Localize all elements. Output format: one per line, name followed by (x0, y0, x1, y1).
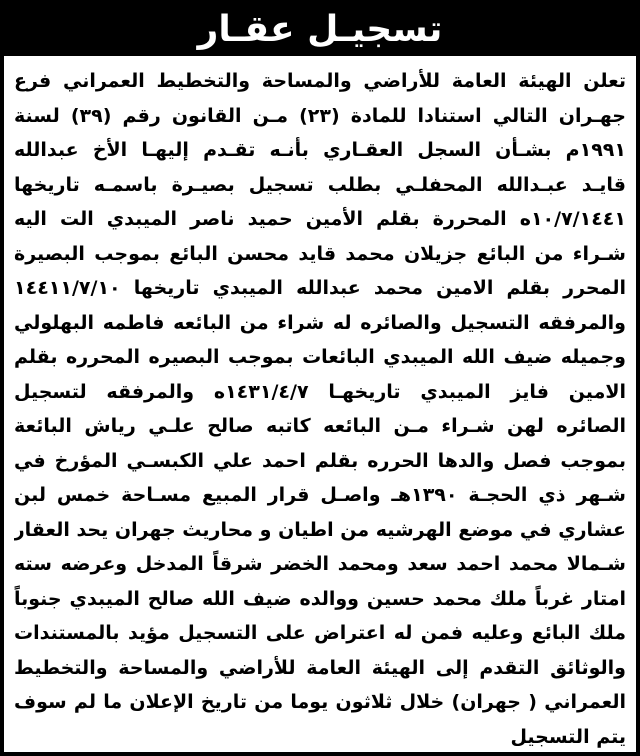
notice-line: الامين فايز الميبدي تاريخهـا ١٤٣١/٤/٧ه والمرفقه لتسجيل (14, 380, 626, 403)
notice-line: المحرر بقلم الامين محمد عبدالله الميبدي تاريخها ١٤٤١١/٧/١٠ (14, 277, 626, 299)
notice-line: وجميله ضيف الله الميبدي البائعات بموجب البصيره المحرره بقلم (14, 346, 626, 368)
notice-line: شـراء من البائع جزيلان محمد قايد محسن البائع بموجب البصيرة (14, 242, 626, 265)
notice-line: عشاري في موضع الهرشيه من اطيان و محاريث جهران يحد العقار (14, 518, 626, 541)
notice-line: العمراني ( جهران) خلال ثلاثون يوما من تاريخ الإعلان ما لم سوف (14, 691, 626, 713)
notice-line: جهـران التالي استنادا للمادة (٢٣) مـن القانون رقم (٣٩) لسنة (14, 104, 626, 127)
notice-line: بموجب فصل والدها الحرره بقلم احمد علي الكبسـي المؤرخ في (14, 449, 626, 472)
notice-line: والوثائق التقدم إلى الهيئة العامة للأراضي والمساحة والتخطيط (14, 656, 626, 679)
notice-line: ملك البائع وعليه فمن له اعتراض على التسجيل مؤيد بالمستندات (14, 622, 626, 644)
notice-line: شـهر ذي الحجـة ١٣٩٠هـ واصـل قرار المبيع مسـاحة خمس لبن (14, 484, 626, 506)
notice-line: والمرفقه التسجيل والصائره له شراء من البائعه فاطمه البهلولي (14, 311, 626, 334)
notice-line: تعلن الهيئة العامة للأراضي والمساحة والتخطيط العمراني فرع (14, 70, 626, 92)
notice-line: شـمالا محمد احمد سعد ومحمد الخضر شرقاً المدخل وعرضه سته (14, 553, 626, 575)
notice-body (14, 64, 626, 754)
notice-line-last: يتم التسجيل (510, 725, 626, 748)
notice-line: الصائره لهن شـراء مـن البائعه كاتبه صالح علـي رياش البائعة (14, 415, 626, 437)
notice-line: قايـد عبـدالله المحفلـي بطلب تسجيل بصيـرة باسمـه تاريخها (14, 173, 626, 196)
notice-line: ١٠/٧/١٤٤١ه المحررة بقلم الأمين حميد ناصر الميبدي الت اليه (14, 208, 626, 230)
notice-line: ١٩٩١م بشـأن السجل العقـاري بأنـه تقـدم إليهـا الأخ عبدالله (14, 139, 626, 161)
notice-title: تسجيـل عقـار (4, 4, 636, 56)
notice-line: امتار غرباً ملك محمد حسين ووالده ضيف الله صالح الميبدي جنوباً (14, 587, 626, 610)
